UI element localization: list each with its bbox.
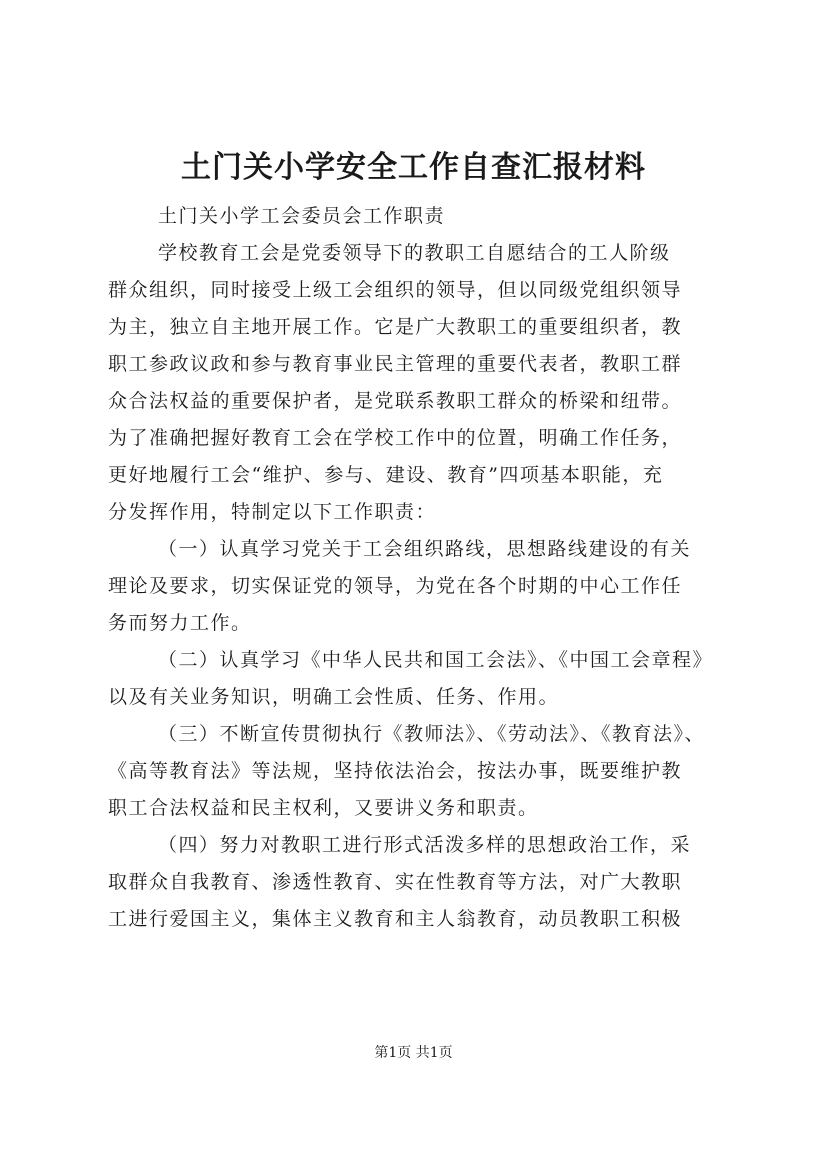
page-number: 第1页 共1页 (374, 1045, 453, 1061)
body-line: 土门关小学工会委员会工作职责 (158, 205, 446, 227)
body-line: 学校教育工会是党委领导下的教职工自愿结合的工人阶级 (158, 242, 671, 264)
body-line: 工进行爱国主义，集体主义教育和主人翁教育，动员教职工积极 (108, 908, 683, 930)
document-title: 土门关小学安全工作自查汇报材料 (181, 150, 646, 185)
body-line: 理论及要求，切实保证党的领导，为党在各个时期的中心工作任 (108, 575, 683, 597)
body-line: （一）认真学习党关于工会组织路线，思想路线建设的有关 (158, 538, 692, 560)
body-line: 众合法权益的重要保护者，是党联系教职工群众的桥梁和纽带。 (108, 390, 683, 412)
body-line: 分发挥作用，特制定以下工作职责： (108, 501, 437, 523)
body-line: （二）认真学习《中华人民共和国工会法》、《中国工会章程》 (158, 649, 714, 671)
body-line: （三）不断宣传贯彻执行《教师法》、《劳动法》、《教育法》、 (158, 723, 706, 745)
document-body (108, 198, 748, 938)
body-line: （四）努力对教职工进行形式活泼多样的思想政治工作，采 (158, 834, 692, 856)
body-line: 《高等教育法》等法规，坚持依法治会，按法办事，既要维护教 (108, 760, 683, 782)
body-line: 更好地履行工会“维护、参与、建设、教育”四项基本职能，充 (108, 464, 664, 486)
body-line: 职工参政议政和参与教育事业民主管理的重要代表者，教职工群 (108, 353, 683, 375)
body-line: 为了准确把握好教育工会在学校工作中的位置，明确工作任务， (108, 427, 683, 449)
body-line: 务而努力工作。 (108, 612, 252, 634)
body-line: 职工合法权益和民主权利，又要讲义务和职责。 (108, 797, 539, 819)
body-line: 取群众自我教育、渗透性教育、实在性教育等方法，对广大教职 (108, 871, 683, 893)
body-line: 以及有关业务知识，明确工会性质、任务、作用。 (108, 686, 560, 708)
body-line: 群众组织，同时接受上级工会组织的领导，但以同级党组织领导 (108, 279, 683, 301)
body-line: 为主，独立自主地开展工作。它是广大教职工的重要组织者，教 (108, 316, 683, 338)
